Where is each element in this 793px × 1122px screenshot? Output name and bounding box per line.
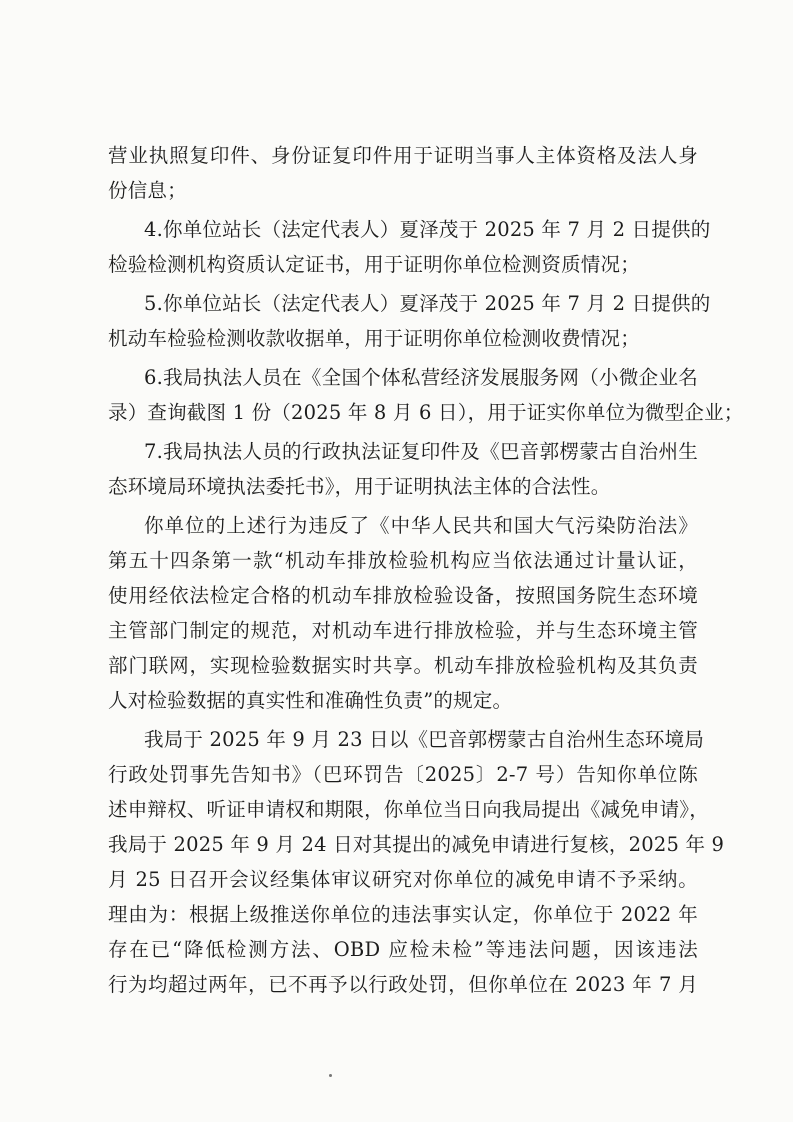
- paragraph-line: 存在已“降低检测方法、OBD 应检未检”等违法问题，因该违法: [108, 938, 698, 961]
- scan-dot-mark: [329, 1074, 332, 1077]
- paragraph-line: 理由为：根据上级推送你单位的违法事实认定，你单位于 2022 年: [108, 903, 698, 926]
- paragraph-line: 录）查询截图 1 份（2025 年 8 月 6 日），用于证实你单位为微型企业；: [108, 401, 744, 424]
- paragraph-line: 机动车检验检测收款收据单，用于证明你单位检测收费情况；: [108, 327, 640, 350]
- paragraph-line: 使用经依法检定合格的机动车排放检验设备，按照国务院生态环境: [108, 584, 698, 607]
- paragraph-line: 第五十四条第一款“机动车排放检验机构应当依法通过计量认证，: [108, 549, 698, 572]
- paragraph-line: 5.你单位站长（法定代表人）夏泽茂于 2025 年 7 月 2 日提供的: [144, 292, 711, 315]
- paragraph-line: 4.你单位站长（法定代表人）夏泽茂于 2025 年 7 月 2 日提供的: [144, 218, 711, 241]
- paragraph-line: 部门联网，实现检验数据实时共享。机动车排放检验机构及其负责: [108, 654, 698, 677]
- paragraph-line: 我局于 2025 年 9 月 24 日对其提出的减免申请进行复核，2025 年 9: [108, 833, 725, 856]
- paragraph-line: 份信息；: [108, 179, 187, 202]
- paragraph-line: 我局于 2025 年 9 月 23 日以《巴音郭楞蒙古自治州生态环境局: [144, 728, 705, 751]
- paragraph-line: 月 25 日召开会议经集体审议研究对你单位的减免申请不予采纳。: [108, 868, 698, 891]
- paragraph-line: 营业执照复印件、身份证复印件用于证明当事人主体资格及法人身: [108, 144, 698, 167]
- paragraph-line: 人对检验数据的真实性和准确性负责”的规定。: [108, 689, 513, 712]
- paragraph-line: 你单位的上述行为违反了《中华人民共和国大气污染防治法》: [144, 514, 698, 537]
- paragraph-line: 6.我局执法人员在《全国个体私营经济发展服务网（小微企业名: [144, 366, 698, 389]
- paragraph-line: 7.我局执法人员的行政执法证复印件及《巴音郭楞蒙古自治州生: [144, 440, 698, 463]
- paragraph-line: 述申辩权、听证申请权和期限，你单位当日向我局提出《减免申请》，: [108, 798, 709, 821]
- paragraph-line: 行为均超过两年，已不再予以行政处罚，但你单位在 2023 年 7 月: [108, 973, 698, 996]
- paragraph-line: 主管部门制定的规范，对机动车进行排放检验，并与生态环境主管: [108, 619, 698, 642]
- paragraph-line: 态环境局环境执法委托书》，用于证明执法主体的合法性。: [108, 475, 611, 498]
- paragraph-line: 行政处罚事先告知书》（巴环罚告〔2025〕2-7 号）告知你单位陈: [108, 763, 698, 786]
- paragraph-line: 检验检测机构资质认定证书，用于证明你单位检测资质情况；: [108, 253, 640, 276]
